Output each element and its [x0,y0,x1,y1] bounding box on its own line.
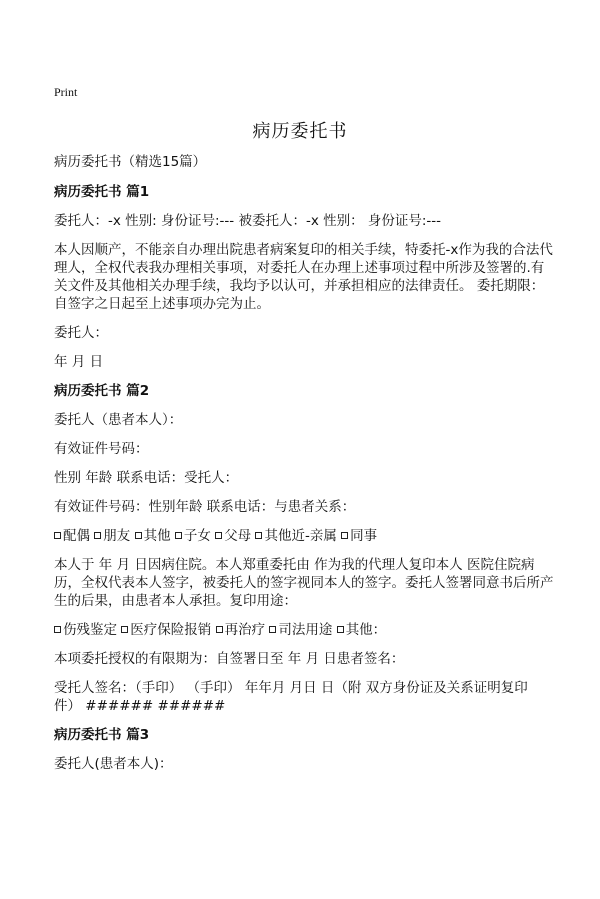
relation-option-friend[interactable]: 朋友 [94,528,130,544]
section-2-client: 委托人（患者本人）： [54,412,183,428]
relation-option-colleague[interactable]: 同事 [341,528,377,544]
section-1-signer: 委托人： [54,325,108,341]
section-2-heading: 病历委托书 篇2 [54,383,150,399]
checkbox-icon [215,532,222,539]
section-1-date: 年 月 日 [54,354,104,370]
checkbox-icon [54,626,61,633]
relation-option-child[interactable]: 子女 [175,528,211,544]
document-body [54,153,554,784]
use-option-retreatment[interactable]: 再治疗 [216,622,266,638]
section-2-gender-line: 性别 年龄 联系电话：受托人： [54,470,239,486]
section-3-heading: 病历委托书 篇3 [54,727,150,743]
relation-option-other-relative[interactable]: 其他近-亲属 [255,528,336,544]
relation-option-parent[interactable]: 父母 [215,528,251,544]
section-2-period: 本项委托授权的有限期为：自签署日至 年 月 日患者签名： [54,651,405,667]
document-title: 病历委托书 [252,121,348,142]
checkbox-icon [269,626,276,633]
checkbox-icon [94,532,101,539]
checkbox-icon [255,532,262,539]
print-label: Print [54,85,78,99]
section-1-paragraph: 本人因顺产，不能亲自办理出院患者病案复印的相关手续，特委托-x作为我的合法代理人，全权代表我办理相关事项，对委托人在办理上述事项过程中所涉及签署的.有关文件及其他相关办理手续，我均予以认可，并承担相应的法律责任。 委托期限：自签字之日起至上述事项办完为止。 [54,242,553,312]
checkbox-icon [121,626,128,633]
checkbox-icon [135,532,142,539]
checkbox-icon [175,532,182,539]
section-3-client: 委托人(患者本人)： [54,756,173,772]
document-subtitle: 病历委托书（精选15篇） [54,154,207,170]
use-option-insurance[interactable]: 医疗保险报销 [121,622,211,638]
checkbox-icon [216,626,223,633]
section-2-id-line-2: 有效证件号码：性别年龄 联系电话：与患者关系： [54,499,356,515]
section-2-agent-signature: 受托人签名：（手印） （手印） 年年月 月日 日（附 双方身份证及关系证明复印件） ###### ###### [54,680,528,714]
checkbox-icon [54,532,61,539]
section-2-id-number: 有效证件号码： [54,441,149,457]
relation-option-other[interactable]: 其他 [135,528,171,544]
checkbox-icon [341,532,348,539]
section-2-paragraph: 本人于 年 月 日因病住院。本人郑重委托由 作为我的代理人复印本人 医院住院病历，全权代表本人签字，被委托人的签字视同本人的签字。委托人签署同意书后所产 生的后果，由患者本人承担。复印用途： [54,557,554,609]
relation-option-spouse[interactable]: 配偶 [54,528,90,544]
use-option-disability[interactable]: 伤残鉴定 [54,622,117,638]
section-2-relation-options [54,527,554,545]
section-2-use-options [54,621,554,639]
use-option-judicial[interactable]: 司法用途 [269,622,332,638]
checkbox-icon [337,626,344,633]
use-option-other[interactable]: 其他： [337,622,387,638]
section-1-heading: 病历委托书 篇1 [54,184,150,200]
section-1-parties-line: 委托人：-x 性别: 身份证号:--- 被委托人：-x 性别： 身份证号:--- [54,213,442,229]
